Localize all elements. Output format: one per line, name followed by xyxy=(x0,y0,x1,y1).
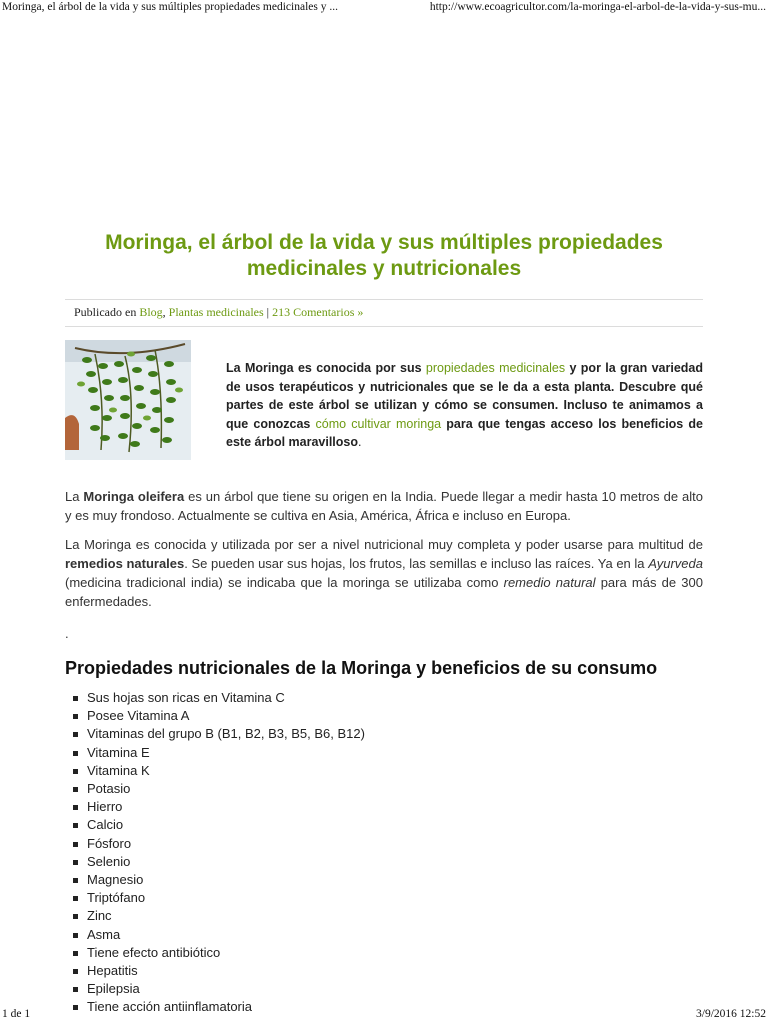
list-item xyxy=(73,816,703,834)
list-item xyxy=(73,853,703,871)
intro-text-4: . xyxy=(358,435,362,449)
list-item-text: Vitaminas del grupo B (B1, B2, B3, B5, B6, B12) xyxy=(87,726,365,742)
meta-comma: , xyxy=(162,305,166,319)
intro-text-2: y por la gran variedad de usos terapéuticos y nutricionales que se le da a esta planta. Descubre qué partes de este árbol se utilizan y cómo se consumen. Incluso te animamos a que conozcas xyxy=(226,361,703,431)
intro-text xyxy=(226,359,703,452)
moringa-plant-image xyxy=(65,340,191,460)
p1-text-1: La xyxy=(65,489,84,504)
post-meta xyxy=(65,299,703,327)
p1-bold: Moringa oleifera xyxy=(83,489,185,504)
list-item-text: Posee Vitamina A xyxy=(87,708,190,724)
list-item xyxy=(73,871,703,889)
intro-section xyxy=(65,340,703,473)
propiedades-medicinales-link[interactable]: propiedades medicinales xyxy=(425,361,566,375)
p2-bold: remedios naturales xyxy=(65,556,185,571)
list-item xyxy=(73,689,703,707)
list-item xyxy=(73,725,703,743)
list-item-text: Epilepsia xyxy=(87,981,140,997)
list-item xyxy=(73,744,703,762)
list-item xyxy=(73,907,703,925)
list-item xyxy=(73,835,703,853)
section-heading: Propiedades nutricionales de la Moringa y beneficios de su consumo xyxy=(65,658,658,678)
list-item-text: Sus hojas son ricas en Vitamina C xyxy=(87,690,285,705)
p2-text-3: (medicina tradicional india) se indicaba que la moringa se utilizaba como xyxy=(65,575,504,590)
category-link-plantas-medicinales[interactable]: Plantas medicinales xyxy=(168,305,264,319)
list-item-text: Fósforo xyxy=(87,835,132,851)
list-item xyxy=(73,780,703,798)
bullet-icon xyxy=(73,951,78,956)
published-in-label: Publicado en xyxy=(74,305,137,319)
list-item xyxy=(73,926,703,944)
p1-text-2: es un árbol que tiene su origen en la India. Puede llegar a medir hasta 10 metros de alto y es muy frondoso. Actualmente se cultiva en Asia, América, África e incluso en Europa. xyxy=(65,489,703,523)
list-item-text: Selenio xyxy=(87,853,131,869)
print-datetime: 3/9/2016 12:52 xyxy=(696,1008,766,1020)
bullet-icon xyxy=(73,896,78,901)
article-title: Moringa, el árbol de la vida y sus múltiples propiedades medicinales y nutricionales xyxy=(105,231,663,280)
category-link-blog[interactable]: Blog xyxy=(139,305,163,319)
bullet-icon xyxy=(73,787,78,792)
list-item xyxy=(73,980,703,998)
como-cultivar-moringa-link[interactable]: cómo cultivar moringa xyxy=(315,416,442,431)
p2-text-2: . Se pueden usar sus hojas, los frutos, las semillas e incluso las raíces. Ya en la xyxy=(184,556,649,571)
p2-text-4: para más de 300 enfermedades. xyxy=(65,575,703,609)
bullet-icon xyxy=(73,878,78,883)
bullet-icon xyxy=(73,914,78,919)
list-item-text: Calcio xyxy=(87,817,124,833)
bullet-icon xyxy=(73,860,78,865)
print-header-url: http://www.ecoagricultor.com/la-moringa-el-arbol-de-la-vida-y-sus-mu... xyxy=(429,1,766,13)
moringa-leaves-icon xyxy=(65,340,191,460)
paragraph-uses xyxy=(65,535,703,611)
list-item-text: Triptófano xyxy=(87,890,146,906)
article xyxy=(65,230,703,1017)
stray-dot: . xyxy=(65,626,69,641)
bullet-icon xyxy=(73,732,78,737)
intro-text-3: para que tengas acceso los beneficios de este árbol maravilloso xyxy=(226,416,704,449)
paragraph-origin xyxy=(65,487,703,525)
list-item-text: Tiene efecto antibiótico xyxy=(87,944,221,960)
p2-italic-1: Ayurveda xyxy=(648,556,703,571)
bullet-icon xyxy=(73,805,78,810)
list-item-text: Potasio xyxy=(87,781,131,797)
p2-text-1: La Moringa es conocida y utilizada por ser a nivel nutricional muy completa y poder usarse para multitud de xyxy=(65,537,703,552)
print-footer xyxy=(0,1008,768,1024)
comments-link[interactable]: 213 Comentarios » xyxy=(272,305,364,319)
list-item xyxy=(73,962,703,980)
bullet-icon xyxy=(73,987,78,992)
properties-list xyxy=(65,689,703,1017)
list-item-text: Vitamina E xyxy=(87,744,150,760)
bullet-icon xyxy=(73,769,78,774)
list-item xyxy=(73,762,703,780)
list-item-text: Vitamina K xyxy=(87,762,150,778)
bullet-icon xyxy=(73,751,78,756)
list-item xyxy=(73,889,703,907)
page-number: 1 de 1 xyxy=(2,1008,31,1020)
bullet-icon xyxy=(73,714,78,719)
bullet-icon xyxy=(73,969,78,974)
print-header-title: Moringa, el árbol de la vida y sus múltiples propiedades medicinales y ... xyxy=(2,1,338,13)
list-item-text: Tiene acción antiinflamatoria xyxy=(87,999,252,1015)
list-item-text: Hierro xyxy=(87,799,123,815)
p2-italic-2: remedio natural xyxy=(503,575,596,590)
bullet-icon xyxy=(73,842,78,847)
intro-text-1: La Moringa es conocida por sus xyxy=(226,361,426,375)
print-header xyxy=(0,0,768,16)
list-item xyxy=(73,798,703,816)
list-item xyxy=(73,707,703,725)
list-item-text: Magnesio xyxy=(87,872,144,888)
list-item xyxy=(73,944,703,962)
list-item-text: Zinc xyxy=(87,908,112,924)
bullet-icon xyxy=(73,823,78,828)
list-item-text: Asma xyxy=(87,926,121,942)
meta-separator: | xyxy=(266,305,270,319)
bullet-icon xyxy=(73,933,78,938)
bullet-icon xyxy=(73,696,78,701)
list-item-text: Hepatitis xyxy=(87,963,138,979)
